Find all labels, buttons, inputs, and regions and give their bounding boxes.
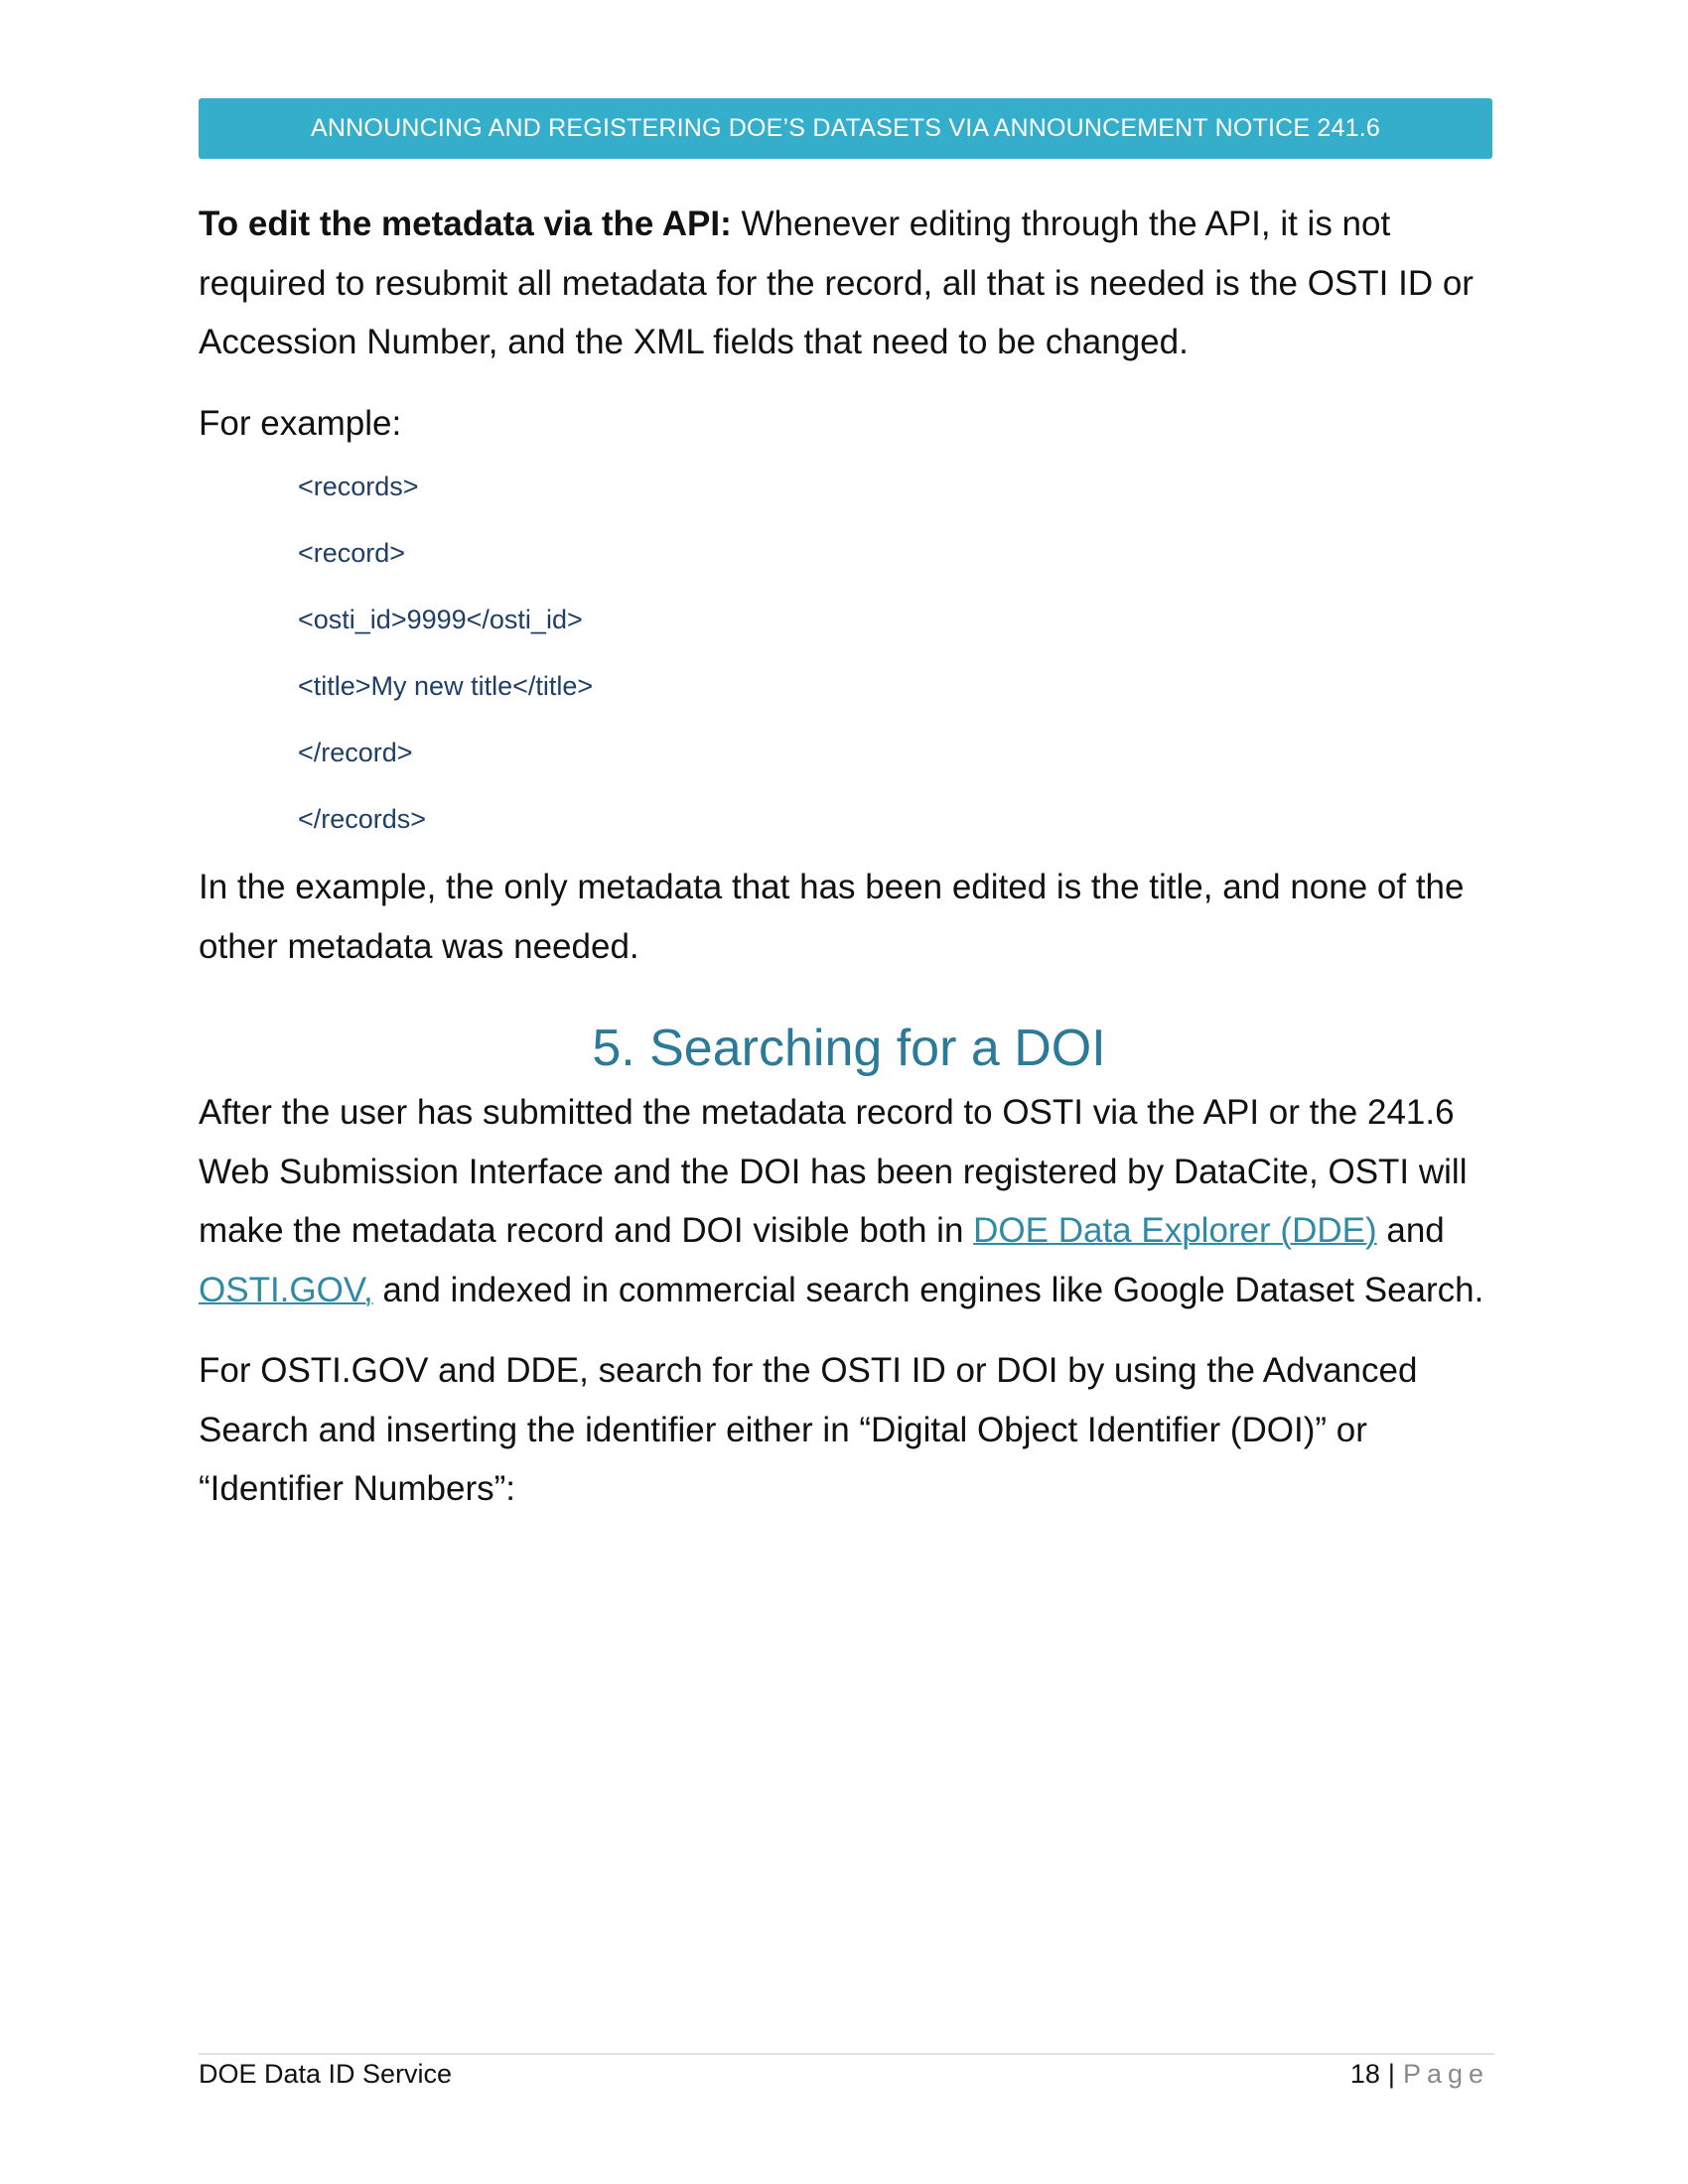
running-header-title: ANNOUNCING AND REGISTERING DOE’S DATASETS VIA ANNOUNCEMENT NOTICE 241.6 <box>311 114 1380 142</box>
edit-metadata-paragraph <box>199 195 1494 372</box>
page-number: 18 <box>1349 2059 1380 2089</box>
advanced-search-paragraph: For OSTI.GOV and DDE, search for the OSTI ID or DOI by using the Advanced Search and inserting the identifier either in “Digital Object Identifier (DOI)” or “Identifier Numbers”: <box>199 1351 1418 1508</box>
footer-divider <box>199 2053 1494 2055</box>
page-separator: | <box>1387 2059 1395 2089</box>
page-content <box>199 195 1499 1519</box>
xml-example-block <box>298 467 1499 866</box>
search-paragraph-text: After the user has submitted the metadata record to OSTI via the API or the 241.6 Web Submission Interface and the DOI has been registered by DataCite, OSTI will make the metadata record and DOI visible both in <box>199 1093 1468 1250</box>
footer-service-name: DOE Data ID Service <box>199 2059 453 2089</box>
code-line: </records> <box>298 804 427 834</box>
edit-metadata-text: Whenever editing through the API, it is not required to resubmit all metadata for the record, all that is needed is the OSTI ID or Accession Number, and the XML fields that need to be changed. <box>199 205 1474 361</box>
code-line: <records> <box>298 472 419 501</box>
running-header <box>199 98 1492 159</box>
osti-gov-link[interactable]: OSTI.GOV, <box>199 1270 373 1309</box>
dde-link[interactable]: DOE Data Explorer (DDE) <box>973 1211 1377 1250</box>
search-paragraph-text: and indexed in commercial search engines like Google Dataset Search. <box>372 1270 1484 1309</box>
example-label: For example: <box>199 403 402 443</box>
search-paragraph-text: and <box>1376 1211 1445 1250</box>
code-line: </record> <box>298 738 413 767</box>
code-line: <title>My new title</title> <box>298 671 594 701</box>
section-heading: 5. Searching for a DOI <box>592 1020 1106 1077</box>
code-line: <osti_id>9999</osti_id> <box>298 605 583 634</box>
search-paragraph <box>199 1083 1494 1319</box>
code-line: <record> <box>298 538 406 568</box>
footer-page-number <box>1350 2059 1489 2090</box>
page-label: Page <box>1402 2059 1489 2089</box>
after-example-paragraph: In the example, the only metadata that has been edited is the title, and none of the other metadata was needed. <box>199 868 1465 966</box>
edit-metadata-lead: To edit the metadata via the API: <box>199 205 732 243</box>
